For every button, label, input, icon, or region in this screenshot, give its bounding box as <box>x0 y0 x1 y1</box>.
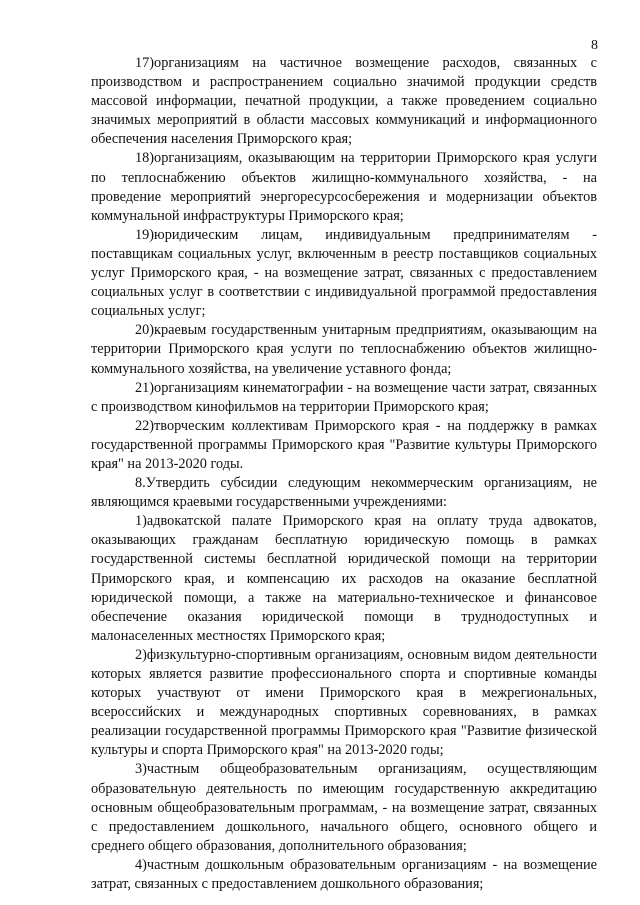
section-8-item-4: 4)частным дошкольным образовательным организациям - на возмещение затрат, связанных с предоставлением дошкольного образования; <box>91 856 597 893</box>
list-item-22: 22)творческим коллективам Приморского края - на поддержку в рамках государственной программы Приморского края "Развитие культуры Приморского края" на 2013-2020 годы. <box>91 417 597 472</box>
list-item-21: 21)организациям кинематографии - на возмещение части затрат, связанных с производством кинофильмов на территории Приморского края; <box>91 379 597 415</box>
list-item-20: 20)краевым государственным унитарным предприятиям, оказывающим на территории Приморского края услуги по теплоснабжению объектов жилищно-коммунального хозяйства, на увеличение уставного фонда; <box>91 322 597 377</box>
section-8-item-1: 1)адвокатской палате Приморского края на оплату труда адвокатов, оказывающих гражданам бесплатную юридическую помощь в рамках государственной системы бесплатной юридической помощи на территории Приморского края, и компенсацию их расходов на оказание бесплатной юридической помощи, а также на материально-техническое и финансовое обеспечение оказания юридической помощи в труднодоступных и малонаселенных местностях Приморского края; <box>91 513 597 644</box>
section-8-item-3: 3)частным общеобразовательным организациям, осуществляющим образовательную деятельность по имеющим государственную аккредитацию основным общеобразовательным программам, - на возмещение затрат, связанных с предоставлением дошкольного, начального общего, основного общего и среднего общего образования, дополнительного образования; <box>91 761 597 854</box>
list-item-17: 17)организациям на частичное возмещение расходов, связанных с производством и распространением социально значимой продукции средств массовой информации, печатной продукции, а также проведением социально значимых мероприятий в области массовых коммуникаций и информационного обеспечения населения Приморского края; <box>91 55 597 148</box>
page-number: 8 <box>591 38 598 53</box>
document-body <box>91 54 597 894</box>
list-item-18: 18)организациям, оказывающим на территории Приморского края услуги по теплоснабжению объектов жилищно-коммунального хозяйства, - на проведение мероприятий энергоресурсосбережения и модернизации объектов коммунальной инфраструктуры Приморского края; <box>91 150 597 224</box>
section-8-heading: 8.Утвердить субсидии следующим некоммерческим организациям, не являющимся краевыми государственными учреждениями: <box>91 475 597 511</box>
section-8-item-2: 2)физкультурно-спортивным организациям, основным видом деятельности которых является развитие профессионального спорта и спортивные команды которых участвуют от имени Приморского края в межрегиональных, всероссийских и международных спортивных соревнованиях, в рамках реализации государственной программы Приморского края "Развитие физической культуры и спорта Приморского края" на 2013-2020 годы; <box>91 646 597 759</box>
list-item-19: 19)юридическим лицам, индивидуальным предпринимателям - поставщикам социальных услуг, включенным в реестр поставщиков социальных услуг Приморского края, - на возмещение затрат, связанных с предоставлением социальных услуг в соответствии с индивидуальной программой предоставления социальных услуг; <box>91 226 597 320</box>
